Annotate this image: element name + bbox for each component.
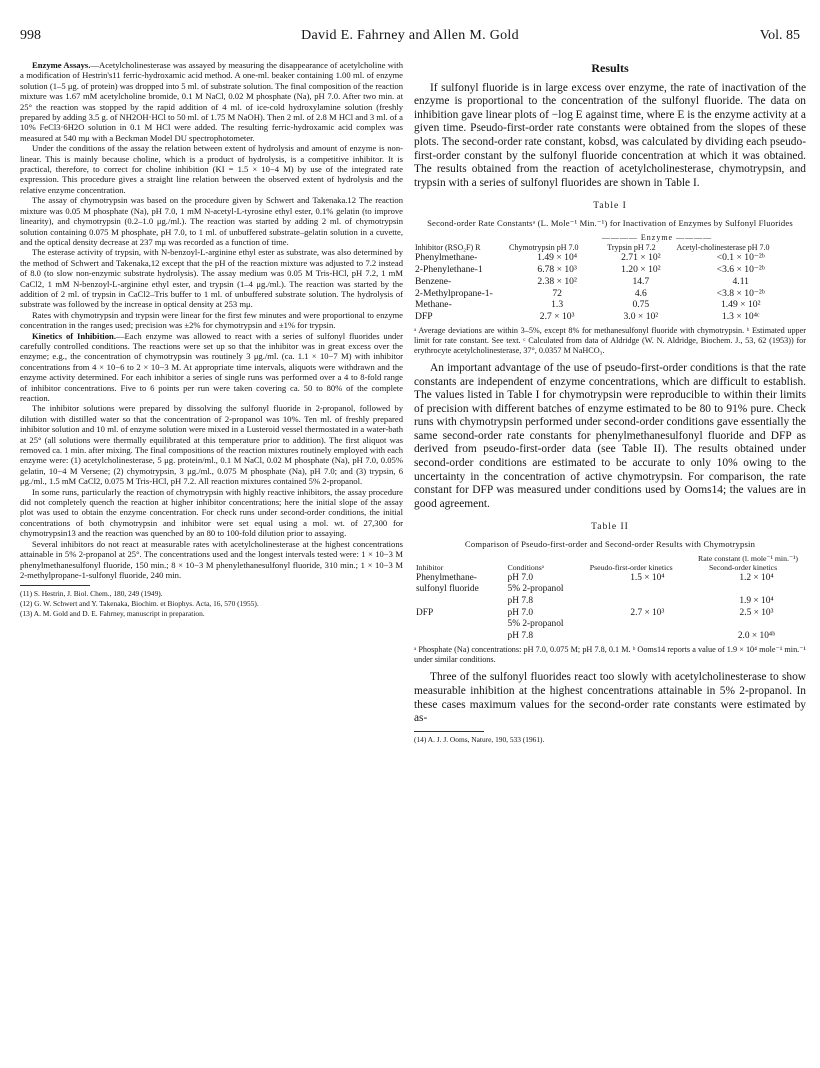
- run-in-heading: Kinetics of Inhibition.: [32, 330, 116, 341]
- paragraph: An important advantage of the use of pseudo-first-order conditions is that the rate constants are independent of enzyme concentrations, which are difficult to establish. The values listed in Table I for chymotrypsin were reproducible to within their limits of precision with different batches of enzyme estimated to be 80 to 91% pure. Check runs with chymotrypsin performed under second-order conditions gave essentially the same second-order rate constants for phenylmethanesulfonyl fluoride and DFP as derived from pseudo-first-order data (see Table II). The results obtained under second-order conditions are estimated to be accurate to only 10% owing to the uncertainty in the concentration of active chymotrypsin. For comparison, the rate constant for DFP was measured under conditions used by Ooms14; the values are in good agreement.: [414, 361, 806, 510]
- table-row: pH 7.8 1.9 × 10⁴: [507, 596, 774, 607]
- paragraph: In some runs, particularly the reaction of chymotrypsin with highly reactive inhibitors, the assay procedure did not completely quench the reaction at higher inhibitor concentrations; here the initial slope of the assay plot was used to obtain the enzyme concentration. For check runs under second-order conditions, the initial concentrations of both chymotrypsin and inhibitor were set equal using a mol. wt. of 27,300 for chymotrypsin13 and the reaction was quenched by an 80 to 100-fold dilution prior to assaying.: [20, 486, 403, 539]
- paragraph: Three of the sulfonyl fluorides react too slowly with acetylcholinesterase to show measurable inhibition at the highest concentrations attainable in 5% 2-propanol. In these cases maximum values for the second-order rate constants were estimated by as-: [414, 671, 806, 725]
- enzyme-span-header: ———— Enzyme ————: [601, 232, 713, 242]
- table-row: DFP pH 7.0 2.7 × 10³ 2.5 × 10³: [416, 607, 774, 618]
- left-column: [20, 60, 403, 1060]
- paragraph: [20, 60, 403, 143]
- column-header: Conditionsᵃ: [507, 563, 544, 573]
- footnote: (12) G. W. Schwert and Y. Takenaka, Biochim. et Biophys. Acta, 16, 570 (1955).: [20, 598, 259, 608]
- paragraph: Rates with chymotrypsin and trypsin were linear for the first few minutes and were proportional to enzyme concentration in the ranges used; precision was ±2% for chymotrypsin and ±1% for trypsin.: [20, 309, 403, 331]
- table-label: Table II: [591, 522, 629, 533]
- volume-label: Vol. 85: [759, 28, 800, 43]
- footnote: (13) A. M. Gold and D. E. Fahrney, manuscript in preparation.: [20, 608, 205, 618]
- section-title: Results: [591, 61, 629, 75]
- table-row: 2-Methylpropane-1- 72 4.6 <3.8 × 10⁻²ᵇ: [415, 287, 765, 299]
- table-caption: Second-order Rate Constantsᵃ (L. Mole⁻¹ Min.⁻¹) for Inactivation of Enzymes by Sulfonyl Fluorides: [427, 217, 793, 228]
- table-footnote: ᵃ Average deviations are within 3–5%, except 8% for methanesulfonyl fluoride with chymotrypsin. ᵇ Estimated upper limit for rate constant. See text. ᶜ Calculated from data of Aldridge (W. N. Aldridge, Biochem. J., 53, 62 (1953)) for erythrocyte acetylcholinesterase, 37°, 0.0357 M NaHCO₃.: [414, 325, 806, 355]
- table-row: pH 7.8 2.0 × 10⁴ᵇ: [507, 630, 776, 641]
- table-caption: Comparison of Pseudo-first-order and Second-order Results with Chymotrypsin: [464, 539, 756, 550]
- column-header: Trypsin pH 7.2: [607, 242, 656, 252]
- page-header: [20, 28, 800, 48]
- run-in-heading: Enzyme Assays.: [32, 60, 91, 70]
- paragraph-text: —Each enzyme was allowed to react with a series of sulfonyl fluorides under carefully controlled conditions. The reactions were set up so that the inhibitor was in great excess over the enzyme; e.g., the concentration of chymotrypsin was routinely 3 μg./ml. (ca. 1.1 × 10−7 M) with inhibitor concentrations from 4 × 10−6 to 2 × 10−3 M. At appropriate time intervals, aliquots were withdrawn and the enzyme activity determined. For each inhibitor a series of single runs was performed over a 4 to 8-fold range of inhibitor concentrations. Five to 6 points per run were taken covering ca. 50 to 80% of the complete reaction.: [20, 330, 403, 403]
- paragraph: [20, 331, 403, 404]
- footnote-rule: [414, 731, 484, 732]
- table-row: Benzene- 2.38 × 10² 14.7 4.11: [415, 275, 749, 287]
- paragraph: Several inhibitors do not react at measurable rates with acetylcholinesterase at the highest concentrations attainable in 5% 2-propanol at 25°. The concentrations used and the longest intervals tested were: 1 × 10−3 M phenylmethanesulfonyl fluoride, 150 min.; 8 × 10−3 M phenylethanesulfonyl fluoride, 310 min.; 1 × 10−3 M 2-methylpropane-1-sulfonyl fluoride, 240 min.: [20, 538, 403, 580]
- paragraph: If sulfonyl fluoride is in large excess over enzyme, the rate of inactivation of the enzyme is proportional to the concentration of the sulfonyl fluoride. The data on inhibition gave linear plots of −log E against time, where E is the enzyme activity at a given time. Pseudo-first-order rate constants were obtained from the slopes of these plots. The second-order rate constant, kobsd, was calculated by dividing each pseudo-first-order constant by the sulfonyl fluoride concentration at which it was obtained. The results obtained from the reaction of acetylcholinesterase, chymotrypsin, and trypsin with a series of sulfonyl fluorides are shown in Table I.: [414, 81, 806, 189]
- table-row: Phenylmethane- pH 7.0 1.5 × 10⁴ 1.2 × 10⁴: [416, 572, 774, 583]
- footnote-rule: [20, 585, 90, 586]
- table-row: DFP 2.7 × 10³ 3.0 × 10² 1.3 × 10⁴ᶜ: [415, 311, 760, 323]
- table-footnote: ᵃ Phosphate (Na) concentrations: pH 7.0, 0.075 M; pH 7.8, 0.1 M. ᵇ Ooms14 reports a value of 1.9 × 10⁴ mole⁻¹ min.⁻¹ under similar conditions.: [414, 645, 806, 665]
- table-row: 5% 2-propanol: [507, 619, 564, 630]
- column-header: Inhibitor (RSO₂F) R: [415, 242, 481, 252]
- table-row: sulfonyl fluoride 5% 2-propanol: [416, 584, 564, 595]
- column-header: Second-order kinetics: [708, 563, 778, 573]
- rate-constant-header: Rate constant (l. mole⁻¹ min.⁻¹): [698, 554, 798, 564]
- table-label: Table I: [593, 201, 627, 212]
- running-head-authors: David E. Fahrney and Allen M. Gold: [301, 28, 519, 43]
- table-row: 2-Phenylethane-1 6.78 × 10³ 1.20 × 10² <3.6 × 10⁻²ᵇ: [415, 263, 765, 275]
- table-row: Methane- 1.3 0.75 1.49 × 10²: [415, 299, 761, 311]
- right-column: [414, 60, 806, 1060]
- footnote: (14) A. J. J. Ooms, Nature, 190, 533 (1961).: [414, 734, 545, 744]
- paragraph: Under the conditions of the assay the relation between extent of hydrolysis and amount of enzyme is non-linear. This is mainly because choline, which is a product of hydrolysis, is a competitive inhibitor. It is practical, therefore, to correct for choline inhibition (KI = 1.5 × 10−4 M) by use of the integrated rate expression. This procedure gives a straight line relation between the observed extent of hydrolysis and the relative enzyme concentration.: [20, 143, 403, 195]
- column-header: Pseudo-first-order kinetics: [589, 563, 673, 573]
- table-row: Phenylmethane- 1.49 × 10⁴ 2.71 × 10² <0.1 × 10⁻²ᵇ: [415, 252, 765, 264]
- column-header: Chymotrypsin pH 7.0: [509, 242, 579, 252]
- page-number: 998: [20, 28, 41, 43]
- paragraph: The assay of chymotrypsin was based on the procedure given by Schwert and Takenaka.12 The reaction mixture was 0.05 M phosphate (Na), pH 7.0, 1 mM N-acetyl-L-tyrosine ethyl ester, 0.1% gelatin (to improve linearity), and chymotrypsin (0.2–1.0 μg./ml.). The reaction was started by adding 2 ml. of chymotrypsin solution containing 0.075 M phosphate, pH 7.0, to 1 ml. of unbuffered substrate–gelatin solution in a cuvette, and the optical density decrease at 237 mμ was recorded as a function of time.: [20, 195, 403, 247]
- paragraph-text: —Acetylcholinesterase was assayed by measuring the disappearance of acetylcholine with a modification of Hestrin's11 ferric-hydroxamic acid method. A one-ml. beaker containing 1.00 ml. of enzyme solution (1–5 μg. of protein) was dropped into 5 ml. of substrate solution. The final composition of the reaction mixture was 1.67 mM acetylcholine bromide, 0.1 M NaCl, 0.02 M phosphate (Na), pH 7.0. After two min. at 25° the reaction was stopped by the rapid addition of 4 ml. of ice-cold hydroxylamine solution (freshly prepared by adding 3.5 g. of NH2OH·HCl to 50 ml. of 1.75 M NaOH). Then 2 ml. of 2.8 M HCl and 3 ml. of a 10% FeCl3·6H2O solution in 0.1 M HCl were added. The resulting ferric-hydroxamic acid complex was measured at 540 mμ with a Beckman Model DU spectrophotometer.: [20, 60, 403, 143]
- paragraph: The inhibitor solutions were prepared by dissolving the sulfonyl fluoride in 2-propanol, followed by dilution with distilled water so that the concentration of 2-propanol was 10%. Ten ml. of freshly prepared inhibitor solution and 10 ml. of enzyme solution were mixed in a Lusteroid vessel thermostated in a water-bath at 25° (all solutions were thermally equilibrated at this temperature prior to addition). The first aliquot was removed ca. 1 min. after mixing. The final compositions of the reaction mixtures routinely employed with each enzyme were: (1) acetylcholinesterase, 5 μg. protein/ml., 0.1 M NaCl, 0.02 M phosphate (Na), pH 7.0, 0.05% gelatin, 10−4 M Versene; (2) chymotrypsin, 3 μg./ml., 0.075 M phosphate (Na), pH 7.0; and (3) trypsin, 6 μg./ml., 1.5 mM CaCl2, 0.075 M Tris-HCl, pH 7.2. All reaction mixtures contained 5% 2-propanol.: [20, 403, 403, 487]
- column-header: Acetyl-cholinesterase pH 7.0: [676, 242, 770, 252]
- footnote: (11) S. Hestrin, J. Biol. Chem., 180, 249 (1949).: [20, 589, 163, 599]
- rate-constants-table: [414, 233, 806, 323]
- paragraph: The esterase activity of trypsin, with N-benzoyl-L-arginine ethyl ester as substrate, was also determined by the method of Schwert and Takenaka,12 except that the pH of the reaction mixture was adjusted to 7.2 instead of 8.0 (to slow non-enzymic substrate hydrolysis). The assay medium was 0.05 M Tris-HCl, pH 7.2, 1 mM CaCl2, 1 mM N-benzoyl-L-arginine ethyl ester, and trypsin (1–4 μg./ml.). The reaction was started by the addition of 2 ml. of trypsin in CaCl2–Tris buffer to 1 ml. of unbuffered substrate solution. The hydrolysis of substrate was followed by the increase in optical density at 253 mμ.: [20, 247, 403, 310]
- comparison-table: [414, 554, 806, 642]
- column-header: Inhibitor: [416, 563, 444, 573]
